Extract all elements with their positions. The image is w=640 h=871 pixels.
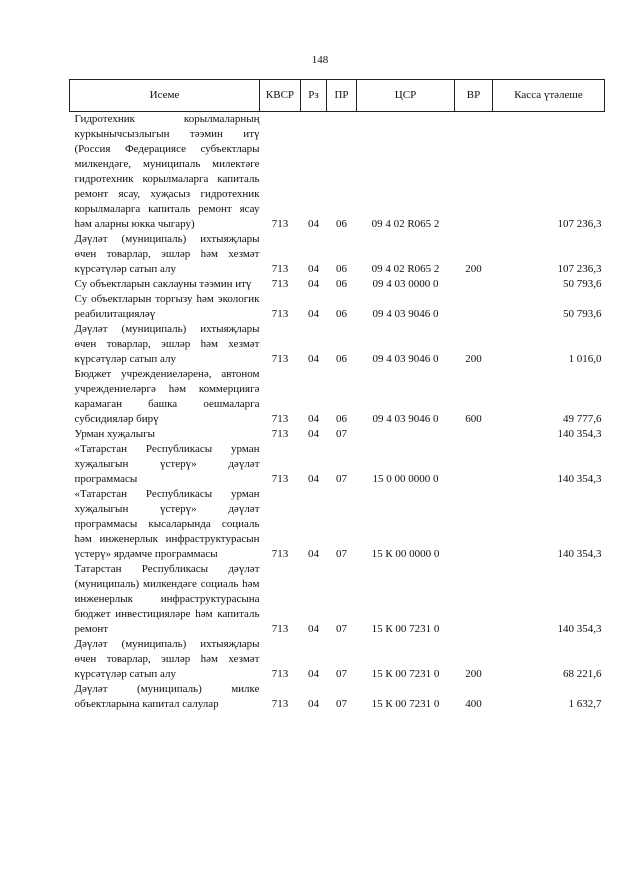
row-pr: 07 <box>336 473 347 485</box>
row-vr <box>455 562 493 637</box>
table-row <box>70 427 605 442</box>
row-rz: 04 <box>308 548 319 560</box>
row-name: Дәүләт (муниципаль) ихтыяҗлары өчен товарлар, эшләр һәм хезмәт күрсәтүләр сатып алу <box>74 323 260 365</box>
row-amount: 50 793,6 <box>563 278 602 290</box>
row-csr: 09 4 02 R065 2 <box>371 218 440 230</box>
row-vr: 200 <box>465 668 482 680</box>
row-vr: 200 <box>465 353 482 365</box>
row-vr <box>455 487 493 562</box>
row-kvsr: 713 <box>271 308 289 320</box>
row-pr: 07 <box>336 698 347 710</box>
row-vr <box>455 442 493 487</box>
row-pr: 07 <box>336 548 347 560</box>
row-kvsr: 713 <box>271 668 289 680</box>
table-row <box>70 442 605 487</box>
row-kvsr: 713 <box>271 353 289 365</box>
row-name: «Татарстан Республикасы урман хуҗалыгын үстерү» дәүләт программасы кысаларында социаль һәм инженерлык инфраструктурасын үстерү» ярдәмче программасы <box>74 488 260 560</box>
row-pr: 06 <box>336 413 347 425</box>
row-csr <box>357 427 455 442</box>
row-amount: 1 632,7 <box>568 698 602 710</box>
row-name: Су объектларын торгызу һәм экологик реабилитацияләү <box>74 293 260 320</box>
row-pr: 07 <box>336 623 347 635</box>
row-pr: 06 <box>336 278 347 290</box>
row-kvsr: 713 <box>271 413 289 425</box>
row-csr: 15 К 00 7231 0 <box>371 698 440 710</box>
row-csr: 09 4 03 9046 0 <box>372 308 439 320</box>
row-kvsr: 713 <box>271 263 289 275</box>
row-csr: 15 К 00 7231 0 <box>371 668 440 680</box>
row-rz: 04 <box>308 623 319 635</box>
row-vr <box>455 112 493 233</box>
row-amount: 140 354,3 <box>557 623 602 635</box>
row-name: Дәүләт (муниципаль) милке объектларына капитал салулар <box>74 683 260 710</box>
page-number: 148 <box>311 54 329 66</box>
row-kvsr: 713 <box>271 623 289 635</box>
row-rz: 04 <box>308 218 319 230</box>
row-csr: 15 0 00 0000 0 <box>372 473 439 485</box>
table-row <box>70 232 605 277</box>
table-row <box>70 682 605 712</box>
budget-table <box>69 79 605 712</box>
row-pr: 06 <box>336 263 347 275</box>
column-header-csr: ЦСР <box>357 80 455 112</box>
row-name: Урман хуҗалыгы <box>74 428 156 440</box>
row-rz: 04 <box>308 413 319 425</box>
row-csr: 15 К 00 0000 0 <box>371 548 440 560</box>
column-header-vr: ВР <box>455 80 493 112</box>
table-row <box>70 112 605 233</box>
column-header-pr: ПР <box>327 80 357 112</box>
row-vr <box>455 427 493 442</box>
row-vr <box>455 277 493 292</box>
row-name: Гидротехник корылмаларның куркынычсызлыгын тәэмин итү (Россия Федерациясе субъектлары милкендәге, муниципаль милектәге гидротехник корылмаларга капиталь ремонт ясау, хуҗасыз гидротехник корылмаларга капиталь ремонт ясау һәм аларны юкка чыгару) <box>74 113 260 230</box>
row-amount: 49 777,6 <box>563 413 602 425</box>
row-vr: 600 <box>465 413 482 425</box>
row-vr: 200 <box>465 263 482 275</box>
row-name: Дәүләт (муниципаль) ихтыяҗлары өчен товарлар, эшләр һәм хезмәт күрсәтүләр сатып алу <box>74 233 260 275</box>
row-name: Су объектларын саклауны тәэмин итү <box>74 278 252 290</box>
row-rz: 04 <box>308 473 319 485</box>
row-pr: 06 <box>336 308 347 320</box>
row-kvsr: 713 <box>271 218 289 230</box>
row-pr: 07 <box>336 668 347 680</box>
row-pr: 06 <box>336 218 347 230</box>
column-header-kassa: Касса үтәлеше <box>493 80 605 112</box>
row-rz: 04 <box>308 278 319 290</box>
row-csr: 09 4 03 9046 0 <box>372 413 439 425</box>
column-header-kvsr: КВСР <box>260 80 301 112</box>
row-kvsr: 713 <box>271 698 289 710</box>
table-row <box>70 637 605 682</box>
table-row <box>70 292 605 322</box>
row-rz: 04 <box>308 353 319 365</box>
row-vr <box>455 292 493 322</box>
table-header-row <box>70 80 605 112</box>
row-name: Татарстан Республикасы дәүләт (муниципаль) милкендәге социаль һәм инженерлык инфраструктурасына бюджет инвестицияләре һәм капиталь ремонт <box>74 563 260 635</box>
table-row <box>70 562 605 637</box>
table-body <box>70 112 605 713</box>
row-name: Бюджет учреждениеләренә, автоном учреждениеләргә һәм коммерциягә карамаган башка оешмаларга субсидияләр бирү <box>74 368 260 425</box>
row-rz: 04 <box>308 428 319 440</box>
row-amount: 50 793,6 <box>563 308 602 320</box>
row-csr: 09 4 03 0000 0 <box>372 278 439 290</box>
row-amount: 107 236,3 <box>557 218 602 230</box>
row-rz: 04 <box>308 668 319 680</box>
column-header-rz: Рз <box>301 80 327 112</box>
row-name: Дәүләт (муниципаль) ихтыяҗлары өчен товарлар, эшләр һәм хезмәт күрсәтүләр сатып алу <box>74 638 260 680</box>
row-rz: 04 <box>308 308 319 320</box>
table-row <box>70 367 605 427</box>
row-amount: 1 016,0 <box>568 353 602 365</box>
row-pr: 06 <box>336 353 347 365</box>
column-header-name: Исеме <box>70 80 260 112</box>
row-rz: 04 <box>308 698 319 710</box>
table-row <box>70 487 605 562</box>
row-amount: 140 354,3 <box>557 428 602 440</box>
row-kvsr: 713 <box>271 473 289 485</box>
table-row <box>70 322 605 367</box>
row-csr: 15 К 00 7231 0 <box>371 623 440 635</box>
row-pr: 07 <box>336 428 347 440</box>
row-kvsr: 713 <box>271 428 289 440</box>
row-kvsr: 713 <box>271 548 289 560</box>
row-amount: 107 236,3 <box>557 263 602 275</box>
row-amount: 140 354,3 <box>557 473 602 485</box>
row-name: «Татарстан Республикасы урман хуҗалыгын үстерү» дәүләт программасы <box>74 443 260 485</box>
row-csr: 09 4 02 R065 2 <box>371 263 440 275</box>
row-amount: 140 354,3 <box>557 548 602 560</box>
row-rz: 04 <box>308 263 319 275</box>
table-row <box>70 277 605 292</box>
row-amount: 68 221,6 <box>563 668 602 680</box>
row-csr: 09 4 03 9046 0 <box>372 353 439 365</box>
row-vr: 400 <box>465 698 482 710</box>
row-kvsr: 713 <box>271 278 289 290</box>
